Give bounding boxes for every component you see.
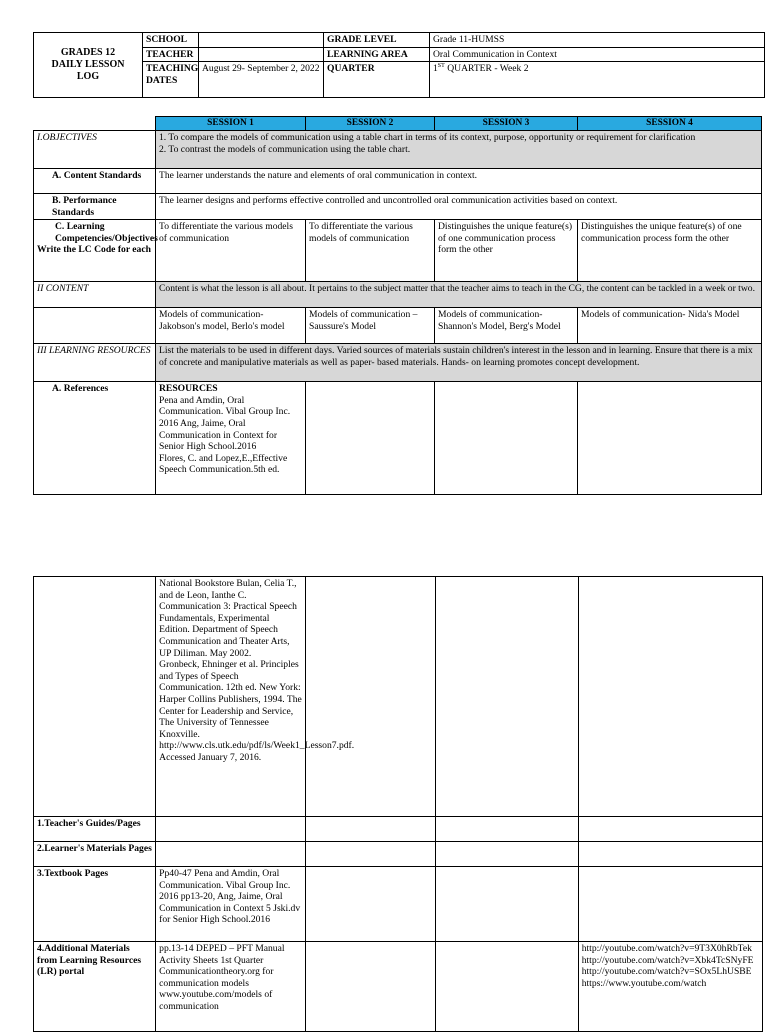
textbook-s1: Pp40-47 Pena and Amdin, Oral Communication. Vibal Group Inc. 2016 pp13-20, Ang, Jaime, Oral Communication in Context 5 Jski.dv for Senior High School.2016 (156, 867, 306, 942)
additional-materials-s4: http://youtube.com/watch?v=9T3X0hRbTek http://youtube.com/watch?v=Xbk4TcSNyFE http://youtube.com/watch?v=SOx5LhUSBE https://www.youtube.com/watch (578, 942, 762, 1032)
learning-resources-text: List the materials to be used in different days. Varied sources of materials sustain children's interest in the lesson and in learning. Ensure that there is a mix of concrete and manipulative materials as well as paper- based materials. Hands- on learning promotes concept development. (156, 344, 762, 382)
learners-materials-s2 (306, 842, 435, 867)
references-cont-s1: National Bookstore Bulan, Celia T., and de Leon, Ianthe C. Communication 3: Practical Speech Fundamentals, Experimental Edition. Department of Speech Communication and Theater Arts, UP Diliman. May 2002. Gronbeck, Ehninger et al. Principles and Types of Speech Communication. 12th ed. New York: Harper Collins Publishers, 1994. The Center for Leadership and Service, The University of Tennessee Knoxville. http://www.cls.utk.edu/pdf/ls/Week1_Lesson7.pdf. Accessed January 7, 2016. (156, 577, 306, 817)
textbook-s4 (578, 867, 762, 942)
learning-area-value: Oral Communication in Context (430, 47, 765, 62)
content-s2: Models of communication – Saussure's Model (306, 308, 435, 344)
content-s1: Models of communication- Jakobson's model, Berlo's model (156, 308, 306, 344)
competencies-s3: Distinguishes the unique feature(s) of one communication process form the other (435, 220, 578, 282)
references-cont-blank (34, 577, 156, 817)
performance-standards-text: The learner designs and performs effective controlled and uncontrolled oral communication activities based on context. (156, 194, 762, 220)
learning-area-label: LEARNING AREA (324, 47, 430, 62)
teacher-value (199, 47, 324, 62)
competencies-label-code: Write the LC Code for each (37, 244, 151, 256)
header-table (33, 32, 765, 98)
content-standards-text: The learner understands the nature and elements of oral communication in context. (156, 169, 762, 194)
competencies-label-main: C. Learning Competencies/Objectives (55, 221, 158, 244)
resources-heading: RESOURCES (159, 383, 218, 395)
quarter-value (430, 62, 765, 98)
references-cont-s3 (435, 577, 578, 817)
quarter-sup: ST (437, 63, 445, 69)
session-3-header: SESSION 3 (435, 117, 578, 131)
references-cont-s4 (578, 577, 762, 817)
dll-title-line-1: GRADES 12 (60, 47, 116, 59)
content-s3: Models of communication- Shannon's Model, Berg's Model (435, 308, 578, 344)
additional-materials-s3 (435, 942, 578, 1032)
references-s4 (578, 382, 762, 495)
content-standards-label: A. Content Standards (34, 169, 156, 194)
teachers-guides-s2 (306, 817, 435, 842)
blank-corner (34, 117, 156, 131)
quarter-num: 1 (433, 63, 438, 75)
grade-level-value: Grade 11-HUMSS (430, 33, 765, 48)
performance-standards-label: B. Performance Standards (34, 194, 156, 220)
references-label: A. References (34, 382, 156, 495)
session-1-header: SESSION 1 (156, 117, 306, 131)
teaching-dates-value: August 29- September 2, 2022 (199, 62, 324, 98)
teaching-dates-label: TEACHING DATES (143, 62, 199, 98)
additional-materials-s1: pp.13-14 DEPED – PFT Manual Activity Sheets 1st Quarter Communicationtheory.org for communication models www.youtube.com/models of communication (156, 942, 306, 1032)
teachers-guides-s3 (435, 817, 578, 842)
session-2-header: SESSION 2 (306, 117, 435, 131)
quarter-label: QUARTER (324, 62, 430, 98)
content-blank (34, 308, 156, 344)
session-4-header: SESSION 4 (578, 117, 762, 131)
learners-materials-s1 (156, 842, 306, 867)
references-s1 (156, 382, 306, 495)
quarter-rest: QUARTER - Week 2 (444, 63, 529, 75)
learners-materials-s4 (578, 842, 762, 867)
objectives-label: I.OBJECTIVES (34, 131, 156, 169)
competencies-label (34, 220, 156, 282)
dll-title-line-3: LOG (76, 71, 100, 83)
references-s2 (306, 382, 435, 495)
teachers-guides-label: 1.Teacher's Guides/Pages (34, 817, 156, 842)
content-label: II CONTENT (34, 282, 156, 308)
dll-title (34, 33, 143, 98)
learners-materials-s3 (435, 842, 578, 867)
references-text: Pena and Amdin, Oral Communication. Vibal Group Inc. 2016 Ang, Jaime, Oral Communication in Context for Senior High School.2016 Flores, C. and Lopez,E.,Effective Speech Communication.5th ed. (159, 394, 291, 476)
learners-materials-label: 2.Learner's Materials Pages (34, 842, 156, 867)
teacher-label: TEACHER (143, 47, 199, 62)
teachers-guides-s1 (156, 817, 306, 842)
references-s3 (435, 382, 578, 495)
textbook-label: 3.Textbook Pages (34, 867, 156, 942)
content-s4: Models of communication- Nida's Model (578, 308, 762, 344)
competencies-s1: To differentiate the various models of communication (156, 220, 306, 282)
additional-materials-label: 4.Additional Materials from Learning Resources (LR) portal (34, 942, 156, 1032)
competencies-s4: Distinguishes the unique feature(s) of one communication process form the other (578, 220, 762, 282)
references-cont-s2 (306, 577, 435, 817)
content-text: Content is what the lesson is all about. It pertains to the subject matter that the teacher aims to teach in the CG, the content can be tackled in a week or two. (156, 282, 762, 308)
learning-resources-label: III LEARNING RESOURCES (34, 344, 156, 382)
school-label: SCHOOL (143, 33, 199, 48)
textbook-s3 (435, 867, 578, 942)
grade-level-label: GRADE LEVEL (324, 33, 430, 48)
additional-materials-s2 (306, 942, 435, 1032)
objectives-text: 1. To compare the models of communication using a table chart in terms of its context, purpose, opportunity or requirement for clarification 2. To contrast the models of communication using the table chart. (156, 131, 762, 169)
lesson-table (33, 116, 762, 495)
school-value (199, 33, 324, 48)
lesson-table-page-2 (33, 576, 763, 1032)
competencies-s2: To differentiate the various models of communication (306, 220, 435, 282)
textbook-s2 (306, 867, 435, 942)
dll-title-line-2: DAILY LESSON (51, 59, 125, 71)
teachers-guides-s4 (578, 817, 762, 842)
